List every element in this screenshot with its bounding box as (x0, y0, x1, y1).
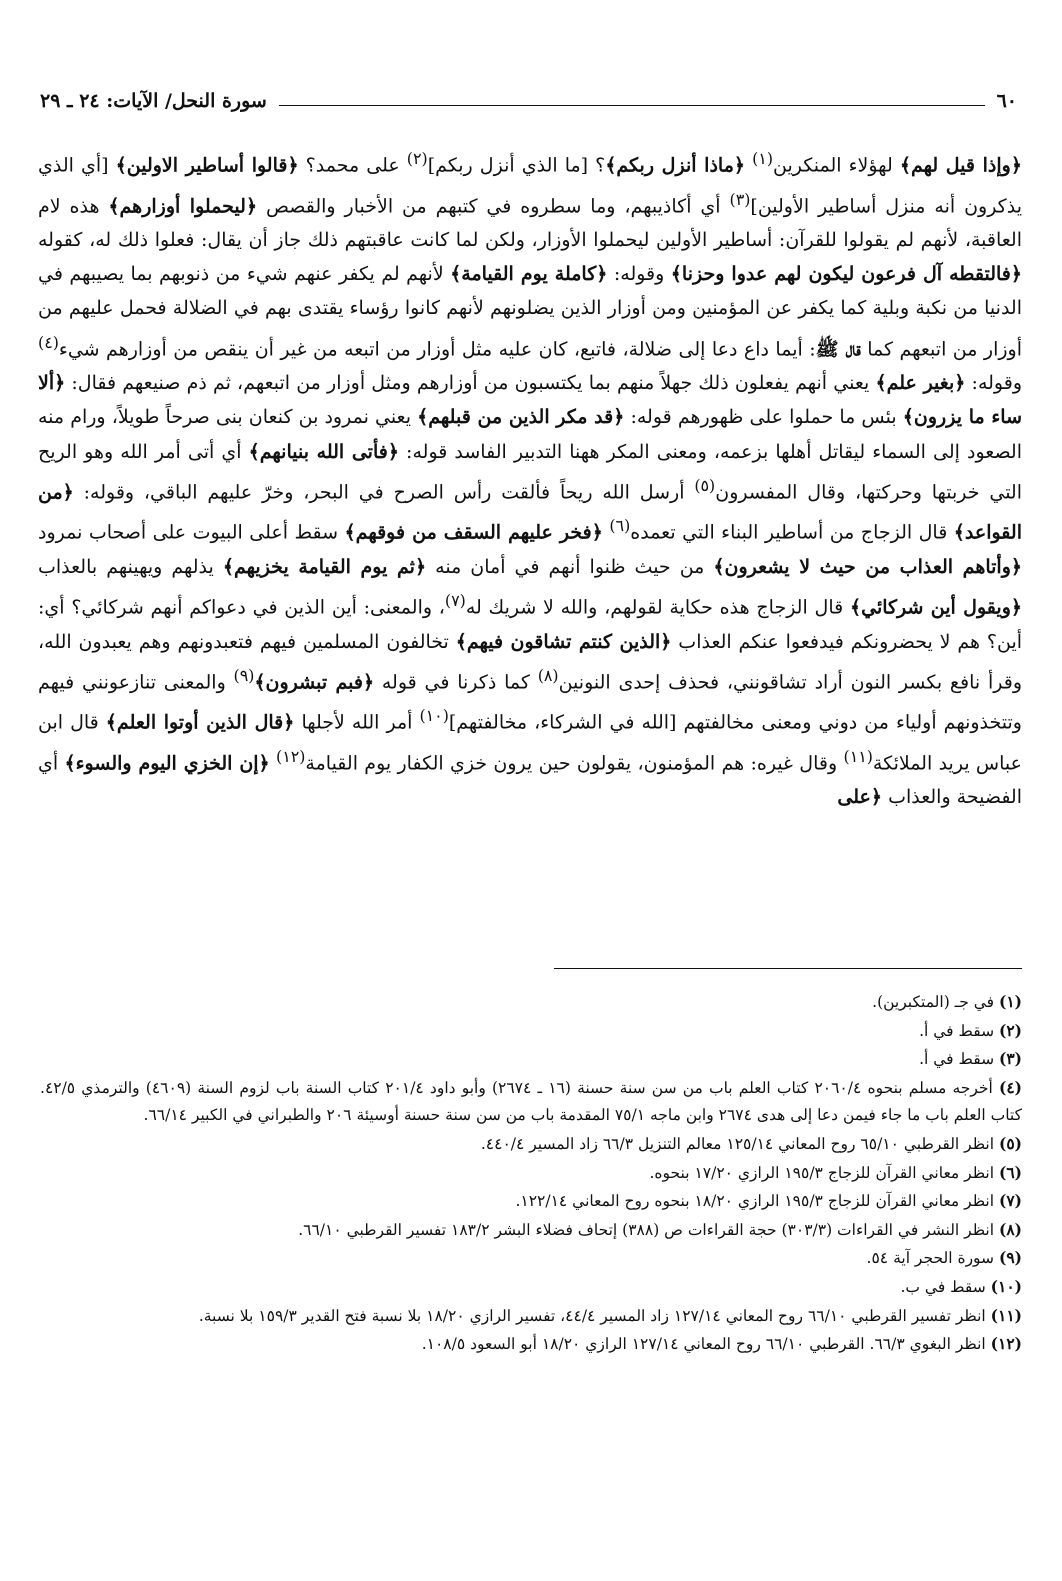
text-run: هذه لام العاقبة، لأنهم لم يقولوا للقرآن: أساطير الأولين ليحملوا الأوزار، ولكن لما كانت عاقبتهم ذلك جاز أن يقال: فعلوا ذلك له، كقوله (38, 194, 1022, 252)
text-run: أمر الله لأجلها (294, 711, 420, 734)
footnote-ref: (٧) (444, 591, 466, 611)
footnote-ref: (١٠) (419, 706, 449, 726)
footnote-number: (٤) (998, 1077, 1022, 1097)
footnote-ref: (٦) (609, 516, 631, 536)
footnote-8 (40, 1216, 1022, 1245)
quran-quote: ﴿على (837, 786, 883, 809)
footnote-number: (٣) (998, 1049, 1022, 1069)
footnote-text: سقط في ب. (900, 1277, 991, 1296)
footnote-3 (40, 1045, 1022, 1074)
text-run: والمعنى تنازعونني فيهم وتتخذونهم أولياء من دوني ومعنى مخالفتهم [الله في الشركاء، مخالفتهم] (38, 671, 1022, 734)
page-header (40, 86, 1017, 116)
header-rule (279, 105, 985, 106)
footnote-1 (40, 988, 1022, 1017)
footnote-text: انظر القرطبي ٦٥/١٠ روح المعاني ١٢٥/١٤ معالم التنزيل ٦٦/٣ زاد المسير ٤٤٠/٤. (480, 1134, 999, 1153)
footnote-ref: (٩) (233, 665, 255, 685)
footnote-number: (١١) (990, 1305, 1022, 1325)
footnote-6 (40, 1159, 1022, 1188)
quran-quote: ﴿إن الخزي اليوم والسوء﴾ (64, 752, 270, 775)
text-run: قال الزجاج هذه حكاية لقولهم، والله لا شريك له (465, 596, 850, 619)
text-run: سقط أعلى البيوت على أصحاب نمرود (38, 521, 345, 544)
quran-quote: ﴿وإذا قيل لهم﴾ (899, 154, 1022, 177)
quran-quote: ﴿وأتاهم العذاب من حيث لا يشعرون﴾ (713, 555, 1023, 578)
quran-quote: ﴿ويقول أين شركائي﴾ (849, 596, 1023, 619)
footnote-ref: (٨) (537, 665, 559, 685)
main-paragraph (38, 142, 1022, 815)
footnote-ref: (١٢) (276, 746, 306, 766)
footnote-ref: (٣) (729, 189, 751, 209)
footnote-number: (١٢) (990, 1334, 1022, 1354)
quran-quote: ﴿فبم تبشرون﴾ (254, 671, 375, 694)
text-run: قال ابن عباس يريد الملائكة (38, 711, 1022, 775)
footnote-text: سقط في أ. (919, 1050, 999, 1069)
page-number: ٦٠ (996, 90, 1017, 112)
text-run: لهؤلاء المنكرين (773, 154, 900, 177)
quran-quote: ﴿من القواعد﴾ (38, 481, 1022, 544)
footnote-ref: (١١) (843, 746, 873, 766)
footnote-number: (٧) (998, 1191, 1022, 1211)
quran-quote: ﴿فخر عليهم السقف من فوقهم﴾ (344, 521, 603, 544)
footnote-12 (40, 1330, 1022, 1359)
footnote-7 (40, 1187, 1022, 1216)
quran-quote: ﴿كاملة يوم القيامة﴾ (450, 263, 608, 286)
text-run: قال الزجاج من أساطير البناء التي تعمده (630, 521, 954, 544)
text-run: يعني نمرود بن كنعان بنى صرحاً طويلاً، ورام منه الصعود إلى السماء ليقاتل أهلها بزعمه، ومعنى المكر ههنا التدبير الفاسد قوله: (38, 406, 1023, 463)
quran-quote: ﴿الذين كنتم تشاقون فيهم﴾ (455, 630, 672, 653)
text-run: أرسل الله ريحاً فألقت رأس الصرح في البحر، وخرّ عليهم الباقي، وقوله: (73, 481, 695, 504)
quran-quote: ﴿ماذا أنزل ربكم﴾ (605, 154, 746, 177)
footnote-text: سورة الحجر آية ٥٤. (866, 1249, 999, 1268)
footnote-text: انظر تفسير القرطبي ٦٦/١٠ روح المعاني ١٢٧/١٤ زاد المسير ٤٤/٤، تفسير الرازي ١٨/٢٠ بلا نسبة فتح القدير ١٥٩/٣ بلا نسبة. (198, 1306, 991, 1325)
footnote-number: (٢) (998, 1020, 1022, 1040)
footnote-number: (٨) (998, 1219, 1022, 1239)
footnote-10 (40, 1273, 1022, 1302)
quran-quote: ﴿بغير علم﴾ (875, 372, 966, 395)
text-run: كما ذكرنا في قوله (374, 671, 538, 694)
footnote-11 (40, 1302, 1022, 1331)
text-run: [أي الذي يذكرون أنه منزل أساطير الأولين] (38, 154, 1022, 217)
main-text (38, 142, 1022, 815)
footnote-5 (40, 1130, 1022, 1159)
footnote-separator (554, 968, 1022, 969)
text-run: وقوله: (607, 263, 671, 286)
footnote-text: سقط في أ. (919, 1021, 999, 1040)
footnote-number: (٦) (998, 1162, 1022, 1182)
footnote-9 (40, 1244, 1022, 1273)
footnote-4 (40, 1074, 1022, 1130)
text-run: أي الفضيحة والعذاب (38, 752, 1022, 809)
text-run: ، والمعنى: أين الذين في دعواكم أنهم شركائي؟ أي: أين؟ هم لا يحضرونكم فيدفعوا عنكم العذاب (38, 596, 1023, 653)
footnote-text: في جـ (المتكبرين). (872, 993, 999, 1011)
quran-quote: ﴿ألا ساء ما يزرون﴾ (38, 372, 1023, 429)
running-title: سورة النحل/ الآيات: ٢٤ ـ ٢٩ (40, 90, 267, 112)
text-run: من حيث ظنوا أنهم في أمان منه (426, 555, 714, 578)
quran-quote: ﴿قالوا أساطير الاولين﴾ (115, 154, 299, 177)
footnote-number: (١٠) (990, 1276, 1022, 1296)
quran-quote: ﴿ليحملوا أوزارهم﴾ (108, 194, 258, 217)
footnote-number: (١) (998, 992, 1022, 1011)
text-run: يذلهم ويهينهم بالعذاب (38, 555, 223, 578)
text-run: ؟ [ما الذي أنزل ربكم] (427, 154, 606, 177)
footnote-number: (٥) (998, 1133, 1022, 1153)
text-run: : أيما داع دعا إلى ضلالة، فاتبع، كان عليه مثل أوزار من اتبعه من غير أن ينقص من أوزارهم شيء (58, 338, 816, 360)
text-run: تخالفون المسلمين فيهم فتعبدونهم وهم يعبدون الله، وقرأ نافع بكسر النون أراد تشاقونني، فحذف إحدى النونين (38, 630, 1022, 694)
footnote-text: انظر معاني القرآن للزجاج ١٩٥/٣ الرازي ١٨/٢٠ بنحوه روح المعاني ١٢٢/١٤. (515, 1192, 999, 1211)
text-run: أي أكاذيبهم، وما سطروه في كتبهم من الأخبار والقصص (257, 194, 730, 217)
footnote-ref: (٤) (38, 332, 59, 352)
text-run: على محمد؟ (298, 154, 407, 177)
quran-quote: ﴿فأتى الله بنيانهم﴾ (248, 440, 399, 463)
text-run: يعني أنهم يفعلون ذلك جهلاً منهم بما يكتسبون من أوزارهم ومثل أوزار من اتبعهم، ثم ذم صنيعهم فقال: (65, 372, 876, 395)
footnote-text: انظر معاني القرآن للزجاج ١٩٥/٣ الرازي ١٧/٢٠ بنحوه. (649, 1163, 999, 1182)
quran-quote: ﴿قد مكر الذين من قبلهم﴾ (417, 406, 625, 429)
footnote-text: أخرجه مسلم بنحوه ٢٠٦٠/٤ كتاب العلم باب من سن سنة حسنة (١٦ ـ ٢٦٧٤) وأبو داود ٢٠١/٤ كتاب السنة باب لزوم السنة (٤٦٠٩) والترمذي ٤٢/٥. كتاب العلم باب ما جاء فيمن دعا إلى هدى ٢٦٧٤ وابن ماجه ٧٥/١ المقدمة باب من سن سنة حسنة أوسيئة ٢٠٦ والطبراني في الكبير ٦٦/١٤. (40, 1078, 1022, 1125)
footnotes (40, 988, 1022, 1359)
text-run: أي أتى أمر الله وهو الريح التي خربتها وحركتها، وقال المفسرون (38, 440, 1022, 504)
footnote-text: انظر النشر في القراءات (٣٠٣/٣) حجة القراءات ص (٣٨٨) إتحاف فضلاء البشر ١٨٣/٢ تفسير القرطبي ٦٦/١٠. (298, 1220, 999, 1239)
footnote-number: (٩) (998, 1248, 1022, 1268)
text-run: وقال غيره: هم المؤمنون، يقولون حين يرون خزي الكفار يوم القيامة (305, 752, 844, 775)
quran-quote: ﴿قال الذين أوتوا العلم﴾ (105, 711, 295, 734)
text-run: لأنهم لم يكفر عنهم شيء من ذنوبهم بما يصيبهم في الدنيا من نكبة وبلية كما يكفر عن المؤمنين ومن أوزار الذين يضلونهم لأنهم كانوا رؤساء يقتدى بهم في الضلالة فحمل عليهم من أوزار من اتبعهم كما (38, 263, 1022, 360)
footnote-text: انظر البغوي ٦٦/٣. القرطبي ٦٦/١٠ روح المعاني ١٢٧/١٤ الرازي ١٨/٢٠ أبو السعود ١٠٨/٥. (421, 1335, 991, 1354)
hadith-attribution: قال ﷺ (815, 338, 861, 360)
quran-quote: ﴿فالتقطه آل فرعون ليكون لهم عدوا وحزنا﴾ (670, 263, 1022, 286)
quran-quote: ﴿ثم يوم القيامة يخزيهم﴾ (222, 555, 427, 578)
text-run: وقوله: (965, 372, 1022, 395)
footnote-2 (40, 1017, 1022, 1046)
footnote-ref: (٥) (694, 475, 716, 495)
text-run: بئس ما حملوا على ظهورهم قوله: (624, 406, 903, 429)
footnote-ref: (٢) (406, 149, 428, 168)
footnote-ref: (١) (752, 149, 773, 168)
